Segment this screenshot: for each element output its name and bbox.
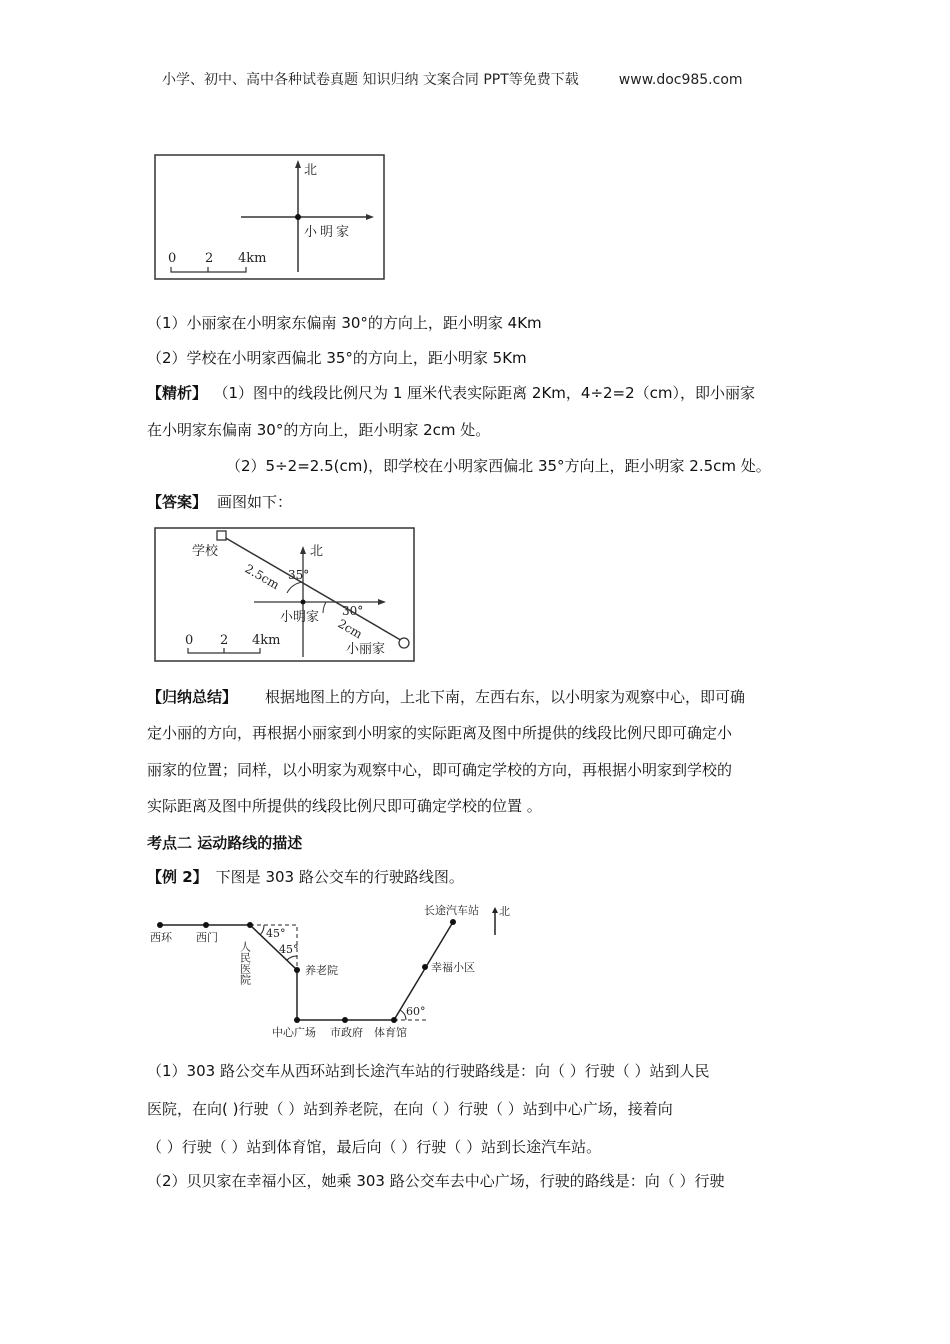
question-1: （1）小丽家在小明家东偏南 30°的方向上，距小明家 4Km (147, 314, 542, 332)
problem-2-text: （2）贝贝家在幸福小区，她乘 303 路公交车去中心广场，行驶的路线是：向（ ）行驶 (147, 1172, 725, 1190)
angle-label: 30° (342, 604, 364, 618)
stop-label: 西门 (196, 931, 218, 944)
analysis-text: 在小明家东偏南 30°的方向上，距小明家 2cm 处。 (147, 421, 491, 439)
north-label: 北 (310, 544, 324, 559)
north-label: 北 (499, 905, 510, 918)
figure-answer-map (154, 527, 416, 663)
scale-label: 2 (220, 633, 229, 648)
problem-1-text: 医院，在向( )行驶（ ）站到养老院，在向（ ）行驶（ ）站到中心广场，接着向 (147, 1100, 673, 1118)
summary-label: 【归纳总结】 (147, 688, 238, 706)
question-2: （2）学校在小明家西偏北 35°的方向上，距小明家 5Km (147, 349, 527, 367)
stop-label: 幸福小区 (431, 961, 475, 974)
home-label: 小明家 (304, 225, 353, 240)
stop-label: 市政府 (330, 1026, 363, 1039)
header-url[interactable]: www.doc985.com (618, 72, 743, 88)
summary-text: 根据地图上的方向，上北下南，左西右东，以小明家为观察中心，即可确 (265, 688, 746, 706)
stop-label: 体育馆 (374, 1026, 407, 1039)
angle-label: 60° (406, 1005, 426, 1018)
stop-label: 人民医院 (238, 941, 252, 985)
home-point (295, 214, 301, 220)
distance-label: 2.5cm (242, 561, 282, 593)
analysis-text: （1）图中的线段比例尺为 1 厘米代表实际距离 2Km，4÷2=2（cm），即小丽家 (221, 384, 756, 402)
summary-text: 丽家的位置；同样，以小明家为观察中心，即可确定学校的方向，再根据小明家到学校的 (147, 761, 733, 779)
scale-label: 0 (168, 251, 177, 266)
stop-label: 长途汽车站 (424, 904, 479, 917)
scale-bar (171, 267, 246, 272)
figure-bus-route (140, 895, 520, 1045)
scale-label: 2 (205, 251, 214, 266)
problem-1-text: （ ）行驶（ ）站到体育馆，最后向（ ）行驶（ ）站到长途汽车站。 (147, 1138, 602, 1156)
example-label: 【例 2】 (147, 868, 208, 886)
stop-label: 中心广场 (272, 1026, 316, 1039)
header-text: 小学、初中、高中各种试卷真题 知识归纳 文案合同 PPT等免费下载 (162, 72, 579, 88)
scale-label: 0 (185, 633, 194, 648)
page-header (162, 69, 743, 89)
li-home-label: 小丽家 (346, 642, 386, 657)
answer-text: 画图如下： (217, 493, 293, 511)
north-label: 北 (304, 163, 318, 178)
school-label: 学校 (192, 544, 219, 559)
analysis-text: （2）5÷2=2.5(cm)，即学校在小明家西偏北 35°方向上，距小明家 2.5cm 处。 (226, 457, 771, 475)
school-marker (217, 531, 226, 540)
example-text: 下图是 303 路公交车的行驶路线图。 (215, 868, 464, 886)
problem-1-text: （1）303 路公交车从西环站到长途汽车站的行驶路线是：向（ ）行驶（ ）站到人民 (147, 1062, 710, 1080)
figure-direction-map (154, 154, 386, 281)
home-label: 小明家 (280, 610, 320, 625)
li-home-marker (399, 638, 409, 648)
angle-label: 35° (288, 568, 310, 582)
analysis-label: 【精析】 (147, 384, 208, 402)
distance-label: 2cm (335, 616, 365, 642)
stop-label: 西环 (150, 931, 172, 944)
section-heading: 考点二 运动路线的描述 (147, 834, 303, 852)
angle-label: 45° (279, 943, 299, 956)
angle-label: 45° (266, 927, 286, 940)
scale-label: 4km (238, 251, 267, 266)
stop-label: 养老院 (305, 964, 338, 977)
answer-label: 【答案】 (147, 493, 208, 511)
summary-text: 实际距离及图中所提供的线段比例尺即可确定学校的位置 。 (147, 797, 542, 815)
summary-text: 定小丽的方向，再根据小丽家到小明家的实际距离及图中所提供的线段比例尺即可确定小 (147, 724, 733, 742)
scale-label: 4km (252, 633, 281, 648)
